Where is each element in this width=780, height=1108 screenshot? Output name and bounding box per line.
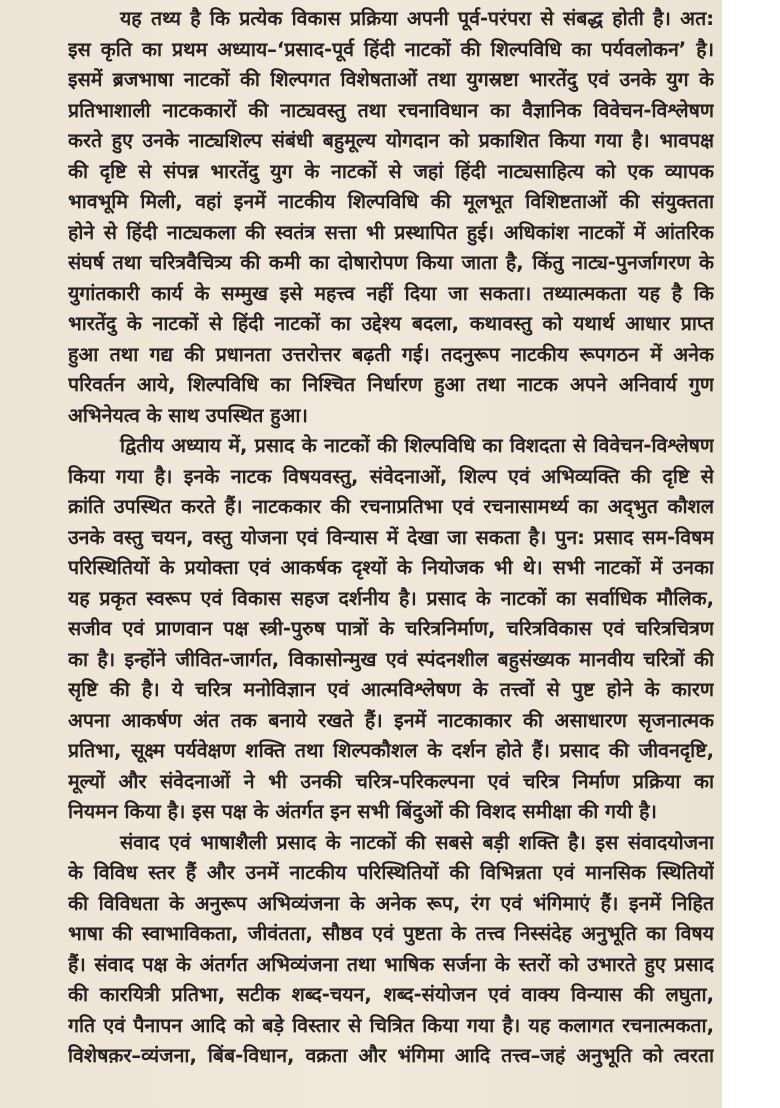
text-line: परिवर्तन आये, शिल्पविधि का निश्चित निर्धारण हुआ तथा नाटक अपने अनिवार्य गुण: [68, 373, 714, 396]
text-line: की विविधता के अनुरूप अभिव्यंजना के अनेक रूप, रंग एवं भंगिमाएं हैं। इनमें निहित: [68, 891, 714, 915]
paragraph-2: [68, 431, 714, 828]
text-line: प्रतिभाशाली नाटककारों की नाट्यवस्तु तथा रचनाविधान का वैज्ञानिक विवेचन-विश्लेषण: [68, 98, 714, 122]
text-line: सजीव एवं प्राणवान पक्ष स्त्री-पुरुष पात्रों के चरित्रनिर्माण, चरित्रविकास एवं चरित्रचित्रण: [68, 617, 714, 640]
paragraph-3: [68, 828, 714, 1072]
text-line: यह तथ्य है कि प्रत्येक विकास प्रक्रिया अपनी पूर्व-परंपरा से संबद्ध होती है। अत:: [120, 7, 714, 30]
text-line: सृष्टि की है। ये चरित्र मनोविज्ञान एवं आत्मविश्लेषण के तत्त्वों से पुष्ट होने के कारण: [68, 678, 714, 701]
text-line: परिस्थितियों के प्रयोक्ता एवं आकर्षक दृश्यों के नियोजक भी थे। सभी नाटकों में उनका: [68, 556, 714, 579]
text-line: हैं। संवाद पक्ष के अंतर्गत अभिव्यंजना तथा भाषिक सर्जना के स्तरों को उभारते हुए प्रसाद: [68, 952, 714, 976]
text-line: इसमें ब्रजभाषा नाटकों की शिल्पगत विशेषताओं तथा युगस्रष्टा भारतेंदु एवं उनके युग के: [68, 68, 714, 91]
text-line: हुआ तथा गद्य की प्रधानता उत्तरोत्तर बढ़ती गई। तदनुरूप नाटकीय रूपगठन में अनेक: [68, 342, 714, 366]
text-line: किया गया है। इनके नाटक विषयवस्तु, संवेदनाओं, शिल्प एवं अभिव्यक्ति की दृष्टि से: [68, 464, 714, 488]
text-line: भावभूमि मिली, वहां इनमें नाटकीय शिल्पविधि की मूलभूत विशिष्टताओं की संयुक्तता: [68, 190, 714, 213]
text-line: अपना आकर्षण अंत तक बनाये रखते हैं। इनमें नाटकाकार की असाधारण सृजनात्मक: [68, 708, 714, 732]
text-line: गति एवं पैनापन आदि को बड़े विस्तार से चित्रित किया गया है। यह कलागत रचनात्मकता,: [68, 1013, 714, 1037]
text-line: नियमन किया है। इस पक्ष के अंतर्गत इन सभी बिंदुओं की विशद समीक्षा की गयी है।: [68, 800, 657, 823]
text-line: की कारयित्री प्रतिभा, सटीक शब्द-चयन, शब्द-संयोजन एवं वाक्य विन्यास की लघुता,: [68, 983, 714, 1006]
text-line: विशेषक़र–व्यंजना, बिंब-विधान, वक्रता और भंगिमा आदि तत्त्व–जहं अनुभूति को त्वरता: [68, 1044, 714, 1067]
text-line: भाषा की स्वाभाविकता, जीवंतता, सौष्ठव एवं पुष्टता के तत्त्व निस्संदेह अनुभूति का विषय: [68, 922, 714, 945]
text-line: भारतेंदु के नाटकों से हिंदी नाटकों का उद्देश्य बदला, कथावस्तु को यथार्थ आधार प्राप्त: [68, 312, 714, 335]
text-line: क्रांति उपस्थित करते हैं। नाटककार की रचनाप्रतिभा एवं रचनासामर्थ्य का अद्‌भुत कौशल: [68, 495, 714, 518]
text-line: द्वितीय अध्याय में, प्रसाद के नाटकों की शिल्पविधि का विशदता से विवेचन-विश्लेषण: [120, 434, 714, 457]
text-line: उनके वस्तु चयन, वस्तु योजना एवं विन्यास में देखा जा सकता है। पुन: प्रसाद सम-विषम: [68, 525, 714, 549]
text-line: करते हुए उनके नाट्यशिल्प संबंधी बहुमूल्य योगदान को प्रकाशित किया गया है। भावपक्ष: [68, 129, 714, 152]
text-line: संवाद एवं भाषाशैली प्रसाद के नाटकों की सबसे बड़ी शक्ति है। इस संवादयोजना: [120, 830, 714, 854]
text-line: की दृष्टि से संपन्न भारतेंदु युग के नाटकों से जहां हिंदी नाट्यसाहित्य को एक व्यापक: [68, 159, 714, 183]
text-line: का है। इन्होंने जीवित-जार्गत, विकासोन्मुख एवं स्पंदनशील बहुसंख्यक मानवीय चरित्रों की: [68, 647, 714, 671]
text-line: प्रतिभा, सूक्ष्म पर्यवेक्षण शक्ति तथा शिल्पकौशल के दर्शन होते हैं। प्रसाद की जीवनदृष्टि,: [68, 739, 714, 762]
text-line: अभिनेयत्व के साथ उपस्थित हुआ।: [68, 403, 308, 427]
text-line: के विविध स्तर हैं और उनमें नाटकीय परिस्थितियों की विभिन्नता एवं मानसिक स्थितियों: [68, 861, 714, 884]
paragraph-1: [68, 4, 714, 431]
body-text: [68, 4, 714, 1072]
text-line: युगांतकारी कार्य के सम्मुख इसे महत्त्व नहीं दिया जा सकता। तथ्यात्मकता यह है कि: [68, 281, 714, 305]
text-line: मूल्यों और संवेदनाओं ने भी उनकी चरित्र-परिकल्पना एवं चरित्र निर्माण प्रक्रिया का: [68, 769, 714, 793]
text-line: इस कृति का प्रथम अध्याय–‘प्रसाद-पूर्व हिंदी नाटकों की शिल्पविधि का पर्यवलोकन’ है।: [68, 37, 714, 61]
text-line: संघर्ष तथा चरित्रवैचित्र्य की कमी का दोषारोपण किया जाता है, किंतु नाट्य-पुनर्जागरण के: [68, 251, 714, 274]
text-line: होने से हिंदी नाट्यकला की स्वतंत्र सत्ता भी प्रस्थापित हुई। अधिकांश नाटकों में आंतरिक: [68, 220, 714, 244]
text-line: यह प्रकृत स्वरूप एवं विकास सहज दर्शनीय है। प्रसाद के नाटकों का सर्वाधिक मौलिक,: [68, 586, 714, 610]
